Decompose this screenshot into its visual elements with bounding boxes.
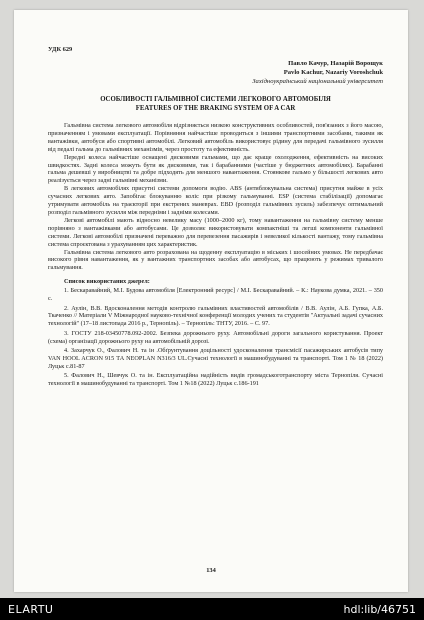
reference-item: 4. Захарчук О., Фалович Н. та ін .Обґрунтування доцільності удосконалення трансмісії пасажирських автобусів типу VAN HOOL ACRON 915 ТА NEOPLAN N316/3 UL.Сучасні технології в машинобудуванні та транспорті. Том 1 № 18 (2022) Луцьк с.81-87 — [48, 347, 383, 370]
body-paragraph: В легкових автомобілях присутні системи допомоги водію. ABS (антиблокувальна система) присутня майже в усіх сучасних легкових авто. Запобігає блокуванню коліс при різкому гальмуванні. ESP (система стабілізації) допомагає утримувати автомобіль на траєкторії при екстрених маневрах. EBD (розподіл гальмівних зусиль) забезпечує оптимальний розподіл гальмівного зусилля між передніми і задніми колесами. — [48, 185, 383, 216]
title-ua: ОСОБЛИВОСТІ ГАЛЬМІВНОЇ СИСТЕМИ ЛЕГКОВОГО АВТОМОБІЛЯ — [100, 96, 331, 103]
paper-title — [48, 95, 383, 113]
body-paragraph: Легкові автомобілі мають відносно невелику масу (1000–2000 кг), тому навантаження на гальмівну систему менше порівняно з вантажівками або автобусами. Це дозволяє використовувати компактніші та легші компоненти гальмівної системи. Легкові автомобілі призначені переважно для перевезення пасажирів і невеликої кількості вантажу, тому гальмівна система спроєктована з урахуванням цих характеристик. — [48, 216, 383, 248]
page-content — [48, 46, 383, 390]
authors-ua: Павло Качур, Назарій Ворощук — [288, 60, 383, 67]
footer-bar — [0, 598, 424, 620]
title-en: FEATURES OF THE BRAKING SYSTEM OF A CAR — [135, 105, 296, 112]
reference-item: 3. ГОСТУ 218-03450778.092-2002. Безпека дорожнього руху. Автомобільні дороги загального користування. Проект (схема) організації дорожнього руху на автомобільній дорозі. — [48, 329, 383, 345]
affiliation: Західноукраїнський національний університет — [252, 78, 383, 85]
reference-item: 1. Бескаравайний, М.І. Будова автомобіля [Електронний ресурс] / М.І. Бескаравайний. – К.: Наукова думка, 2021. – 350 с. — [48, 287, 383, 303]
reference-item: 2. Аулін, В.В. Вдосконалення методів контролю гальмівних властивостей автомобілів / В.В. Аулін, А.Б. Гупка, А.Б. Ткаченко // Матеріали V Міжнародної науково-технічної конференції молодих учених та студентів "Актуальні задачі сучасних технологій" (17–18 листопада 2016 р., Тернопіль). – Тернопіль: ТНТУ, 2016. – С. 97. — [48, 304, 383, 328]
repository-name: ELARTU — [8, 603, 54, 616]
body-paragraph: Передні колеса найчастіше оснащені дисковими гальмами, що дає краще охолодження, ефективність на високих швидкостях. Задні колеса можуть бути як дисковими, так і барабанними (частіше у бюджетних автомобілях). Барабанні гальма дешевші у виробництві та добре підходять для меншого навантаження. Стоянкове гальмо у більшості легкових авто реалізується через задні гальмівні механізми. — [48, 153, 383, 185]
udk-code: УДК 629 — [48, 46, 73, 53]
authors-en: Pavlo Kachur, Nazariy Voroshchuk — [283, 69, 383, 76]
reference-item: 5. Фалович Н., Шевчук О. та ін. Експлуатаційна надійність видів громадськоготранспорту міста Тернопіля. Сучасні технології в машинобудуванні та транспорті. Том 1 №18 (2022) Луцьк с.186-191 — [48, 372, 383, 388]
handle-link[interactable]: hdl:lib/46751 — [343, 603, 416, 616]
document-page — [14, 10, 408, 592]
body-paragraph: Гальмівна система легкового авто розрахована на щоденну експлуатацію в міських і шосейних умовах. Не передбачає високого рівня навантаження, як у вантажних транспортних засобах або автобусах, що працюють у режимах тривалого гальмування. — [48, 248, 383, 272]
references-heading: Список використаних джерел: — [64, 278, 150, 286]
body-paragraph: Гальмівна система легкового автомобіля відрізняється низкою конструктивних особливостей, пов'язаних з його масою, призначенням і умовами експлуатації. Порівняння найчастіше проводиться з іншими транспортними засобами, такими як вантажівки, автобуси або спортивні автомобілі. Легковий автомобіль використовує рідину для передачі гальмівного зусилля від педалі гальма до гальмівних механізмів, через простоту та ефективність. — [48, 122, 383, 153]
page-number: 134 — [206, 567, 216, 574]
